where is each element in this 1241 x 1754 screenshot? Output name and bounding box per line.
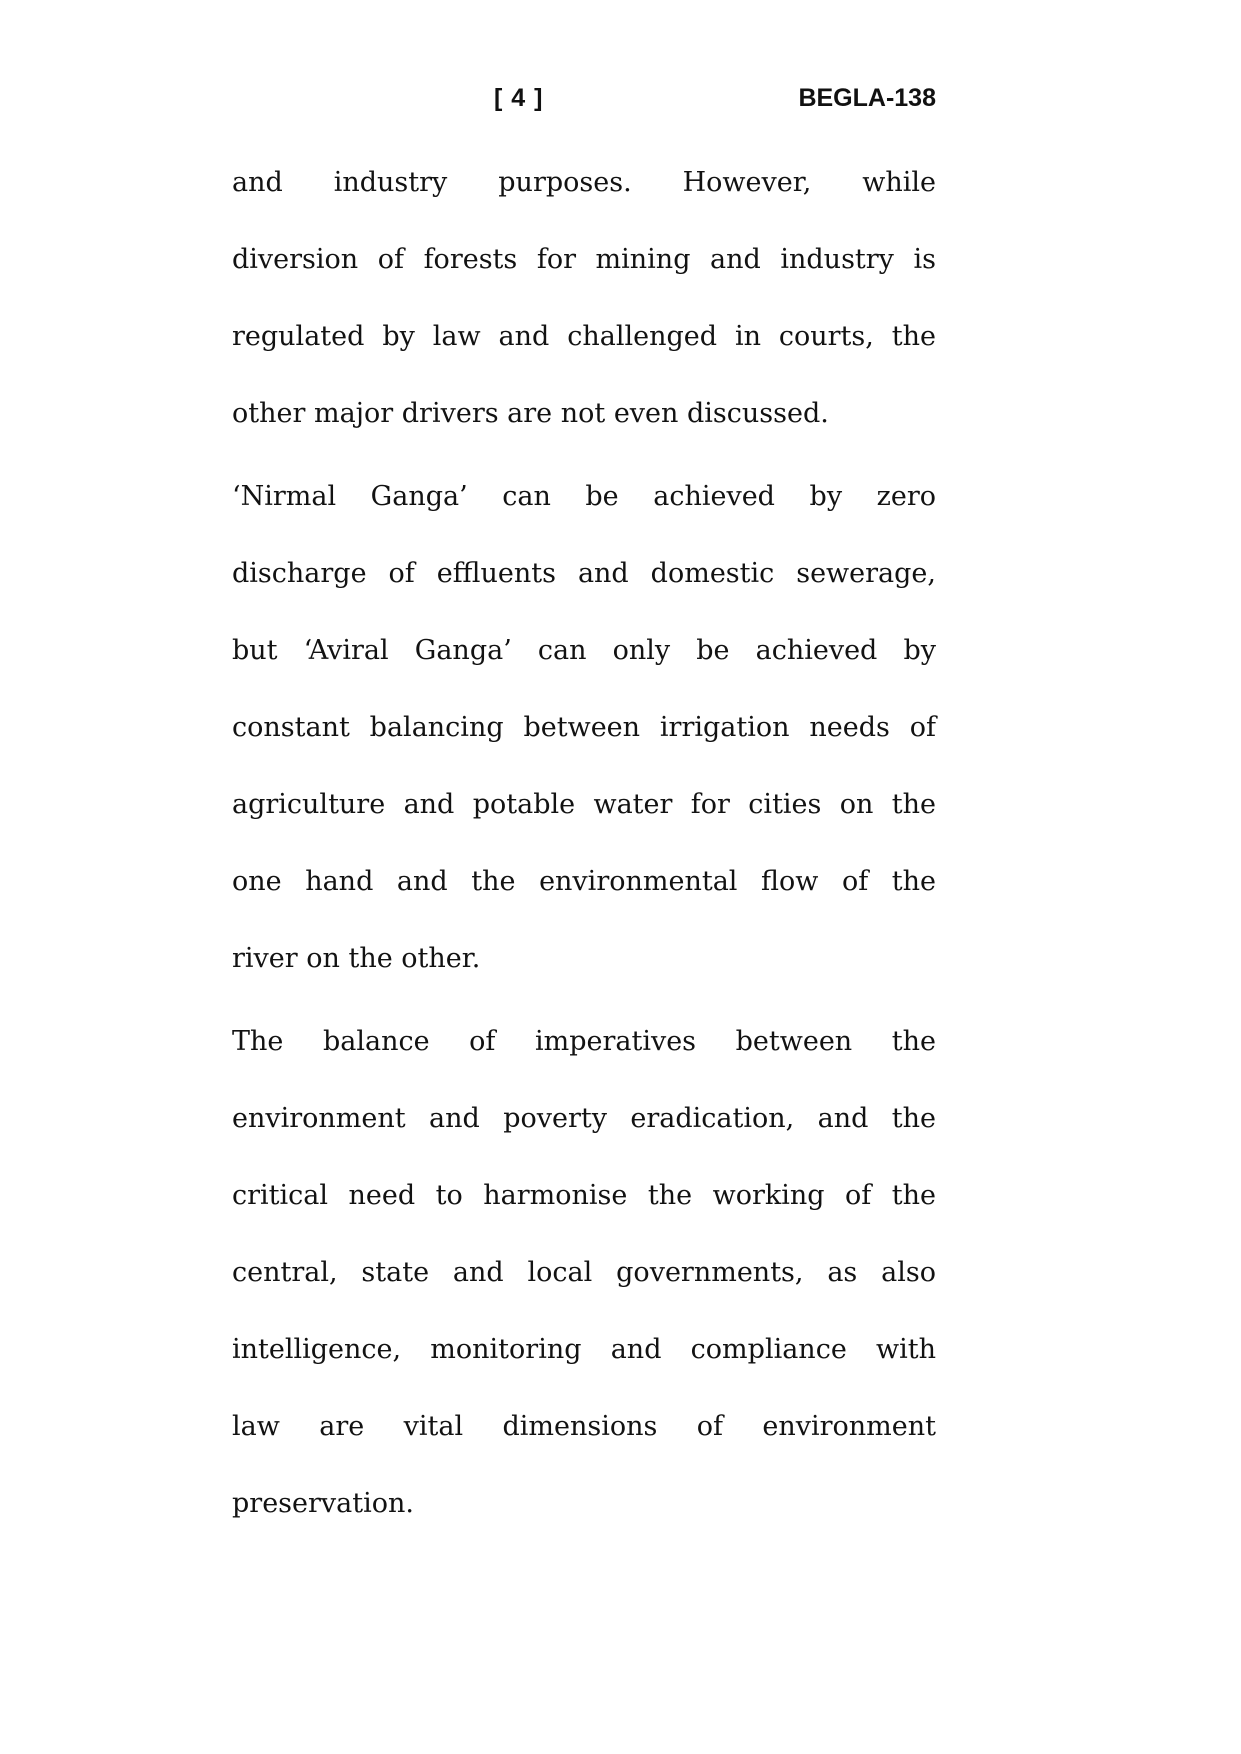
text-line: diversion of forests for mining and industry is xyxy=(232,244,936,275)
text-line: preservation. xyxy=(232,1488,414,1519)
paragraph xyxy=(232,144,936,452)
course-code: BEGLA-138 xyxy=(798,84,936,112)
text-line: regulated by law and challenged in courts, the xyxy=(232,321,936,352)
text-line: law are vital dimensions of environment xyxy=(232,1411,936,1442)
text-line: constant balancing between irrigation needs of xyxy=(232,712,936,743)
text-line: intelligence, monitoring and compliance with xyxy=(232,1334,936,1365)
text-line: and industry purposes. However, while xyxy=(232,167,936,198)
text-line: central, state and local governments, as also xyxy=(232,1257,936,1288)
text-line: agriculture and potable water for cities on the xyxy=(232,789,936,820)
page-number: [ 4 ] xyxy=(494,84,544,112)
text-line: critical need to harmonise the working of the xyxy=(232,1180,936,1211)
page-header xyxy=(232,84,936,126)
text-line: but ‘Aviral Ganga’ can only be achieved by xyxy=(232,635,936,666)
paragraph xyxy=(232,1003,936,1542)
text-line: other major drivers are not even discussed. xyxy=(232,398,829,429)
text-line: environment and poverty eradication, and the xyxy=(232,1103,936,1134)
text-line: discharge of effluents and domestic sewerage, xyxy=(232,558,936,589)
text-line: one hand and the environmental flow of the xyxy=(232,866,936,897)
paragraph xyxy=(232,458,936,997)
text-line: river on the other. xyxy=(232,943,481,974)
text-line: The balance of imperatives between the xyxy=(232,1026,936,1057)
text-line: ‘Nirmal Ganga’ can be achieved by zero xyxy=(232,481,936,512)
page-content xyxy=(232,84,936,1548)
